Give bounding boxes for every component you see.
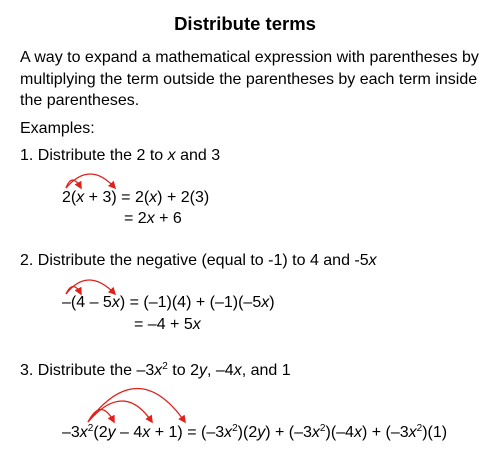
arrow-2-to-3 (66, 174, 115, 188)
example-1-result: = 2x + 6 (124, 210, 182, 227)
arrow-3x2-to-1 (88, 389, 185, 423)
example-2-heading: 2. Distribute the negative (equal to -1) to 4 and -5x (20, 252, 377, 269)
example-3-heading: 3. Distribute the $-3x^2$ to 2y, –4x, and 1 (20, 361, 291, 379)
example-1-heading: 1. Distribute the 2 to x and 3 (20, 147, 221, 164)
arrow-2-to-x (66, 180, 81, 188)
example-2-equation: –(4 – 5x) = (–1)(4) + (–1)(–5x) (62, 294, 275, 311)
arrow-3x2-to-2y (88, 410, 114, 423)
page-title: Distribute terms (174, 13, 316, 34)
examples-label: Examples: (20, 120, 95, 137)
arrow-neg-to-5x (66, 280, 115, 294)
example-1-equation: 2(x + 3) = 2(x) + 2(3) (62, 189, 210, 206)
arrow-neg-to-4 (66, 287, 81, 295)
example-3-equation: $-3x^2(2y - 4x + 1) = (-3x^2)(2y) + (-3x^2)(-4x) + (-3x^2)(1)$ (62, 423, 448, 441)
arrow-3x2-to-4x (88, 401, 152, 422)
definition-paragraph: A way to expand a mathematical expression with parentheses by multiplying the term outside the parentheses by each term inside the parentheses. (20, 49, 479, 110)
example-2-result: = –4 + 5x (134, 316, 201, 333)
